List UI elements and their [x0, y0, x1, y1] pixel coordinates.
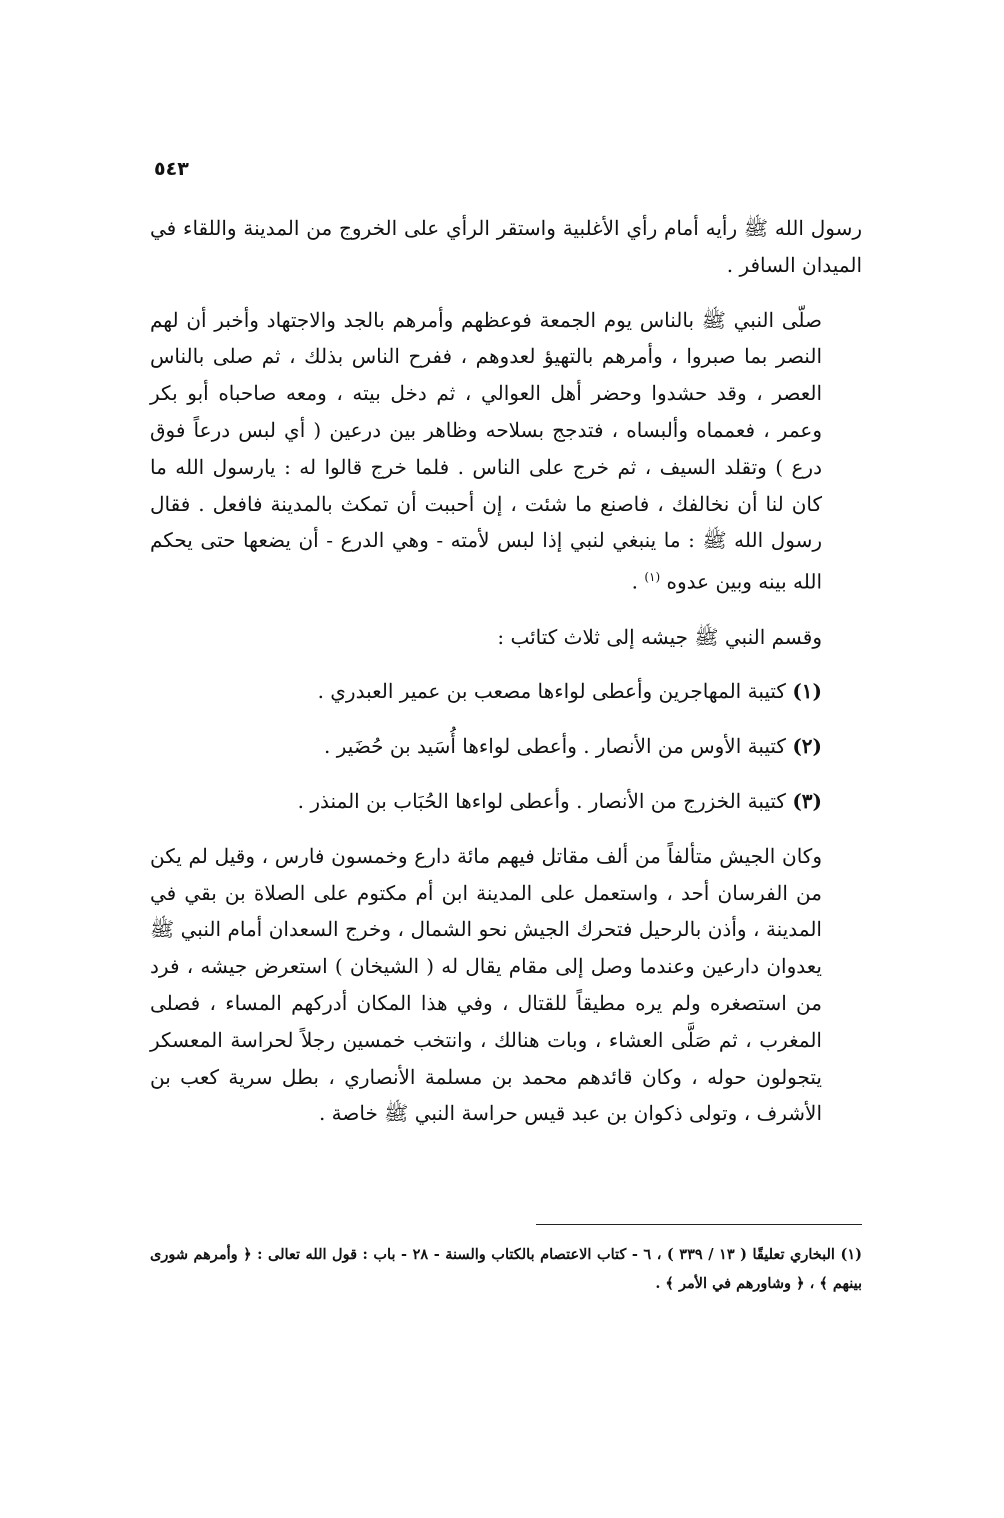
list-item	[150, 673, 862, 710]
main-text	[150, 210, 862, 1132]
list-item-number: (٣)	[792, 789, 822, 814]
list-item-number: (١)	[792, 679, 822, 704]
paragraph-4: وكان الجيش متألفاً من ألف مقاتل فيهم مائة دارع وخمسون فارس ، وقيل لم يكن من الفرسان أحد ، واستعمل على المدينة ابن أم مكتوم على الصلاة بن بقي في المدينة ، وأذن بالرحيل فتحرك الجيش نحو الشمال ، وخرج السعدان أمام النبي ﷺ يعدوان دارعين وعندما وصل إلى مقام يقال له ( الشيخان ) استعرض جيشه ، فرد من استصغره ولم يره مطيقاً للقتال ، وفي هذا المكان أدركهم المساء ، فصلى المغرب ، ثم صَلَّى العشاء ، وبات هنالك ، وانتخب خمسين رجلاً لحراسة المعسكر يتجولون حوله ، وكان قائدهم محمد بن مسلمة الأنصاري ، بطل سرية كعب بن الأشرف ، وتولى ذكوان بن عبد قيس حراسة النبي ﷺ خاصة .	[150, 843, 822, 1126]
list-item	[150, 783, 862, 820]
list-item-text: كتيبة الأوس من الأنصار . وأعطى لواءها أُسَيد بن حُضَير .	[324, 734, 786, 759]
list-item-text: كتيبة المهاجرين وأعطى لواءها مصعب بن عمير العبدري .	[317, 679, 786, 704]
paragraph-3: وقسم النبي ﷺ جيشه إلى ثلاث كتائب :	[497, 624, 822, 649]
page-number: ٥٤٣	[154, 158, 189, 180]
battalion-list	[150, 673, 862, 819]
paragraph-2	[150, 302, 862, 601]
footnotes	[150, 1240, 862, 1298]
list-item-number: (٢)	[792, 734, 822, 759]
list-item-text: كتيبة الخزرج من الأنصار . وأعطى لواءها الحُبَاب بن المنذر .	[297, 789, 786, 814]
paragraph-1: رسول الله ﷺ رأيه أمام رأي الأغلبية واستقر الرأي على الخروج من المدينة واللقاء في الميدان السافر .	[150, 216, 862, 277]
list-item	[150, 728, 862, 765]
paragraph-2-end: .	[631, 569, 645, 594]
paragraph-2-text: صلّى النبي ﷺ بالناس يوم الجمعة فوعظهم وأمرهم بالجد والاجتهاد وأخبر أن لهم النصر بما صبروا ، وأمرهم بالتهيؤ لعدوهم ، ففرح الناس بذلك ، ثم صلى بالناس العصر ، وقد حشدوا وحضر أهل العوالي ، ثم دخل بيته ، ومعه صاحباه أبو بكر وعمر ، فعمماه وألبساه ، فتدجج بسلاحه وظاهر بين درعين ( أي لبس درعاً فوق درع ) وتقلد السيف ، ثم خرج على الناس . فلما خرج قالوا له : يارسول الله ما كان لنا أن نخالفك ، فاصنع ما شئت ، إن أحببت أن تمكث بالمدينة فافعل . فقال رسول الله ﷺ : ما ينبغي لنبي إذا لبس لأمته - وهي الدرع - أن يضعها حتى يحكم الله بينه وبين عدوه	[150, 307, 822, 594]
footnote-divider	[536, 1224, 862, 1225]
footnote-ref-1: (١)	[644, 570, 661, 585]
footnote-1: (١) البخاري تعليقًا ( ١٣ / ٣٣٩ ) ، ٦ - كتاب الاعتصام بالكتاب والسنة - ٢٨ - باب : قول الله تعالى : ﴿ وأمرهم شورى بينهم ﴾ ، ﴿ وشاورهم في الأمر ﴾ .	[150, 1246, 863, 1292]
